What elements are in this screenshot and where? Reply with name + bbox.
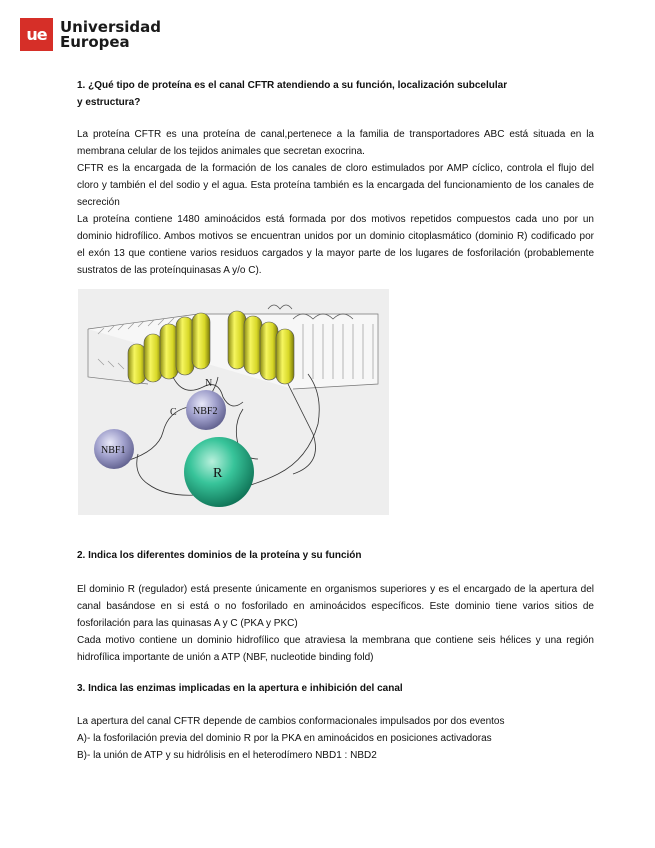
figure-label-nbf2: NBF2 <box>193 406 218 417</box>
answer-3-line-3: B)- la unión de ATP y su hidrólisis en el heterodímero NBD1 : NBD2 <box>77 750 377 761</box>
answer-2-paragraph-1: El dominio R (regulador) está presente únicamente en organismos superiores y es el encargado de la apertura del canal basándose en si está o no fosforilado en aminoácidos específicos. Este dominio tiene varios sitios de fosforilación para las quinasas A y C (PKA y PKC) <box>77 584 594 629</box>
answer-3-line-2: A)- la fosforilación previa del dominio R por la PKA en aminoácidos en posiciones activadoras <box>77 733 492 744</box>
question-2 <box>77 547 594 564</box>
figure-label-nbf1: NBF1 <box>101 445 126 456</box>
answer-2-paragraph-2: Cada motivo contiene un dominio hidrofílico que atraviesa la membrana que contiene seis hélices y una región hidrofílica importante de unión a ATP (NBF, nucleotide binding fold) <box>77 635 594 663</box>
answer-1-paragraph-3: La proteína contiene 1480 aminoácidos está formada por dos motivos repetidos compuestos cada uno por un dominio hidrofílico. Ambos motivos se encuentran unidos por un dominio citoplasmático (dominio R) codificado por el exón 13 que contiene varios residuos cargados y la mayor parte de los lugares de fosforilación (probablemente sustratos de las proteínquinasas A y/o C). <box>77 214 594 276</box>
answer-1-paragraph-2: CFTR es la encargada de la formación de los canales de cloro estimulados por AMP cíclico, controla el flujo del cloro y también el del sodio y el agua. Esta proteína también es la encargada del funcionamiento de los canales de secreción <box>77 163 594 208</box>
figure-label-n: N <box>205 378 213 389</box>
answer-1-paragraph-1: La proteína CFTR es una proteína de canal,pertenece a la familia de transportadores ABC está situada en la membrana celular de los tejidos animales que secretan exocrina. <box>77 129 594 157</box>
question-1-line-2: y estructura? <box>77 97 141 108</box>
question-1-heading <box>77 77 594 94</box>
logo-mark: ue <box>20 18 53 51</box>
answer-2 <box>77 581 594 666</box>
question-1-line-1: ¿Qué tipo de proteína es el canal CFTR atendiendo a su función, localización subcelular <box>88 80 508 91</box>
question-3-heading: 3. Indica las enzimas implicadas en la apertura e inhibición del canal <box>77 683 403 694</box>
question-2-heading: 2. Indica los diferentes dominios de la proteína y su función <box>77 550 362 561</box>
logo-line-2: Europea <box>60 32 130 51</box>
figure-label-c: C <box>170 407 177 418</box>
answer-1 <box>77 126 594 279</box>
question-3 <box>77 680 594 697</box>
university-logo <box>20 18 161 51</box>
cftr-structure-figure <box>78 289 389 515</box>
answer-3 <box>77 713 594 764</box>
figure-label-r: R <box>213 466 223 481</box>
question-1-number: 1. <box>77 80 86 91</box>
answer-3-line-1: La apertura del canal CFTR depende de cambios conformacionales impulsados por dos eventos <box>77 716 505 727</box>
question-1 <box>77 77 594 111</box>
logo-text <box>60 17 162 51</box>
logo-line-1: Universidad <box>60 17 162 36</box>
